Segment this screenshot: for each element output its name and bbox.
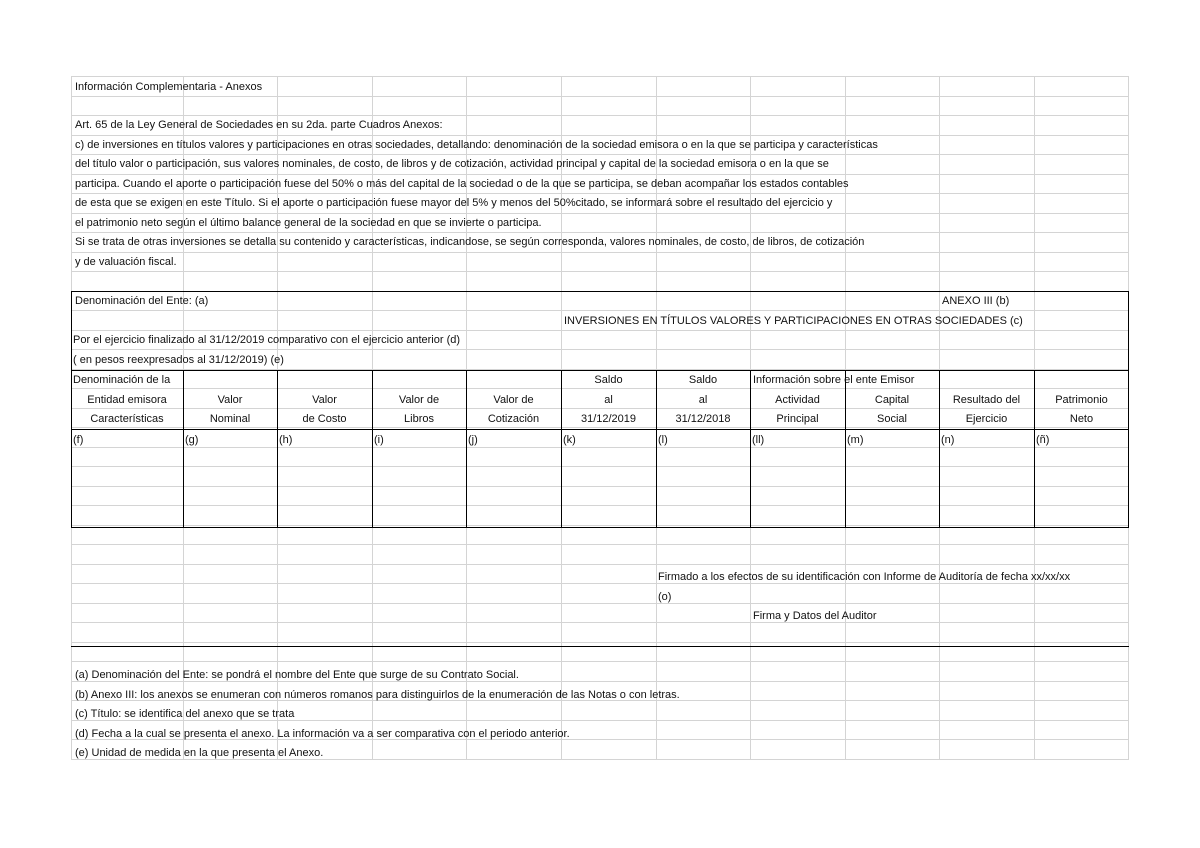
- table-header-cell: al: [604, 394, 613, 406]
- currency-line: ( en pesos reexpresados al 31/12/2019) (e): [73, 354, 284, 366]
- gridline: [71, 622, 1129, 623]
- table-header-cell: Saldo: [594, 374, 623, 386]
- issuer-info-header: Información sobre el ente Emisor: [753, 374, 915, 386]
- gridline: [71, 564, 1129, 565]
- period-line: Por el ejercicio finalizado al 31/12/2019 comparativo con el ejercicio anterior (d): [73, 334, 461, 346]
- column-ref-cell: (k): [563, 434, 576, 446]
- footnote: (b) Anexo III: los anexos se enumeran con números romanos para distinguirlos de la enumeración de las Notas o con letras.: [75, 689, 680, 701]
- table-header-cell: Entidad emisora: [87, 394, 167, 406]
- table-header-cell: Patrimonio: [1055, 394, 1108, 406]
- table-header-cell: Denominación de la: [73, 374, 171, 386]
- column-ref-cell: (g): [185, 434, 199, 446]
- column-ref-cell: (m): [847, 434, 864, 446]
- gridline: [71, 76, 1129, 77]
- gridline: [71, 252, 1129, 253]
- gridline: [71, 603, 1129, 604]
- footnote: (d) Fecha a la cual se presenta el anexo. La información va a ser comparativa con el periodo anterior.: [75, 728, 570, 740]
- table-header-cell: Neto: [1069, 413, 1094, 425]
- table-header-cell: Ejercicio: [965, 413, 1008, 425]
- gridline: [71, 271, 1129, 272]
- annex-number: ANEXO III (b): [942, 295, 1010, 307]
- intro-line: el patrimonio neto según el último balance general de la sociedad en que se invierte o participa.: [75, 217, 542, 229]
- table-header-cell: Saldo: [688, 374, 718, 386]
- table-header-cell: 31/12/2018: [675, 413, 731, 425]
- table-border: [71, 646, 1129, 647]
- column-ref-cell: (ll): [752, 434, 765, 446]
- intro-line: de esta que se exigen en este Título. Si el aporte o participación fuese mayor del 5% y menos del 50%citado, se informará sobre el resultado del ejercicio y: [75, 197, 833, 209]
- gridline: [71, 544, 1129, 545]
- gridline: [71, 505, 1129, 506]
- footnote: (e) Unidad de medida en la que presenta el Anexo.: [75, 747, 324, 759]
- table-header-cell: Valor: [217, 394, 243, 406]
- column-ref-cell: (n): [941, 434, 955, 446]
- entity-name-label: Denominación del Ente: (a): [75, 295, 209, 307]
- gridline: [71, 486, 1129, 487]
- table-header-cell: Resultado del: [952, 394, 1021, 406]
- intro-line: del título valor o participación, sus valores nominales, de costo, de libros y de cotización, actividad principal y capital de la sociedad emisora o en la que se: [75, 158, 829, 170]
- table-header-cell: Valor de: [493, 394, 534, 406]
- signature-line: Firmado a los efectos de su identificación con Informe de Auditoría de fecha xx/xx/xx: [658, 571, 1071, 583]
- intro-line: Art. 65 de la Ley General de Sociedades en su 2da. parte Cuadros Anexos:: [75, 119, 443, 131]
- table-header-cell: Capital: [874, 394, 910, 406]
- gridline: [71, 447, 1129, 448]
- auditor-label: Firma y Datos del Auditor: [753, 610, 877, 622]
- table-border: [71, 429, 1129, 430]
- footnote: (c) Título: se identifica del anexo que se trata: [75, 708, 295, 720]
- sheet-title: Información Complementaria - Anexos: [75, 81, 263, 93]
- intro-line: participa. Cuando el aporte o participación fuese del 50% o más del capital de la sociedad o de la que se participa, se deban acompañar los estados contables: [75, 178, 849, 190]
- gridline: [71, 642, 1129, 643]
- table-border: [71, 527, 1129, 528]
- table-header-cell: Libros: [404, 413, 434, 425]
- column-ref-cell: (j): [468, 434, 478, 446]
- column-ref-cell: (h): [279, 434, 293, 446]
- footnote: (a) Denominación del Ente: se pondrá el nombre del Ente que surge de su Contrato Social.: [75, 669, 519, 681]
- column-ref-cell: (ñ): [1036, 434, 1050, 446]
- table-header-cell: Nominal: [209, 413, 251, 425]
- gridline: [71, 661, 1129, 662]
- spreadsheet-page: [71, 0, 1129, 848]
- table-header-cell: Principal: [776, 413, 819, 425]
- table-header-cell: Valor: [312, 394, 337, 406]
- column-ref-cell: (f): [73, 434, 84, 446]
- annex-title: INVERSIONES EN TÍTULOS VALORES Y PARTICIPACIONES EN OTRAS SOCIEDADES (c): [564, 315, 1023, 327]
- column-ref-cell: (i): [374, 434, 384, 446]
- table-header-cell: al: [698, 394, 708, 406]
- table-header-cell: Social: [877, 413, 907, 425]
- signature-ref: (o): [658, 591, 672, 603]
- intro-line: y de valuación fiscal.: [75, 256, 177, 268]
- table-header-cell: 31/12/2019: [580, 413, 637, 425]
- intro-line: Si se trata de otras inversiones se detalla su contenido y características, indicandose, se según corresponda, valores nominales, de costo, de libros, de cotización: [75, 236, 865, 248]
- table-header-cell: Actividad: [775, 394, 820, 406]
- table-header-cell: Valor de: [398, 394, 440, 406]
- intro-line: c) de inversiones en títulos valores y participaciones en otras sociedades, detallando: denominación de la sociedad emisora o en la que se participa y características: [75, 139, 878, 151]
- table-header-cell: Características: [90, 413, 164, 425]
- gridline: [71, 466, 1129, 467]
- table-header-cell: Cotización: [487, 413, 540, 425]
- gridline: [71, 525, 1129, 526]
- table-header-cell: de Costo: [302, 413, 347, 425]
- column-ref-cell: (l): [658, 434, 668, 446]
